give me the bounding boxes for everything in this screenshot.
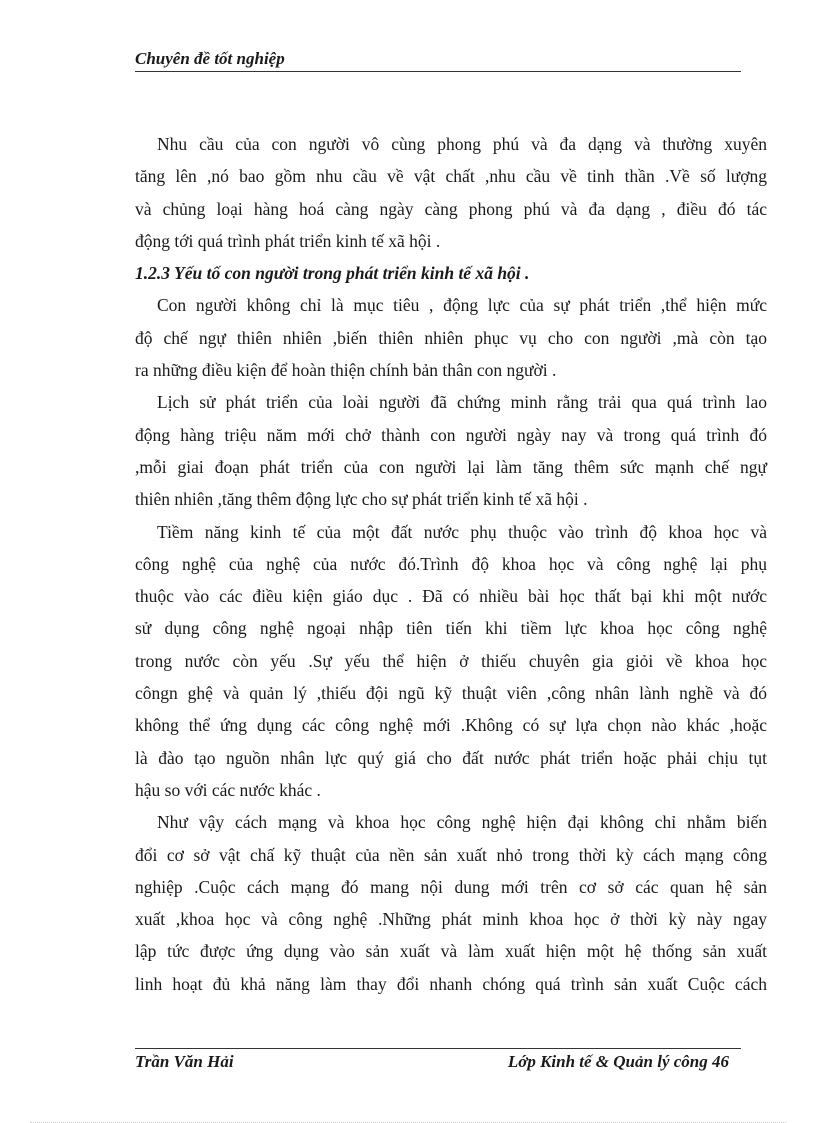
paragraph-line: Lịch sử phát triển của loài người đã chứng minh rằng trải qua quá trình lao	[157, 392, 767, 413]
paragraph-line: không thể ứng dụng các công nghệ mới .Không có sự lựa chọn nào khác ,hoặc	[135, 715, 767, 736]
paragraph-line: Tiềm năng kinh tế của một đất nước phụ thuộc vào trình độ khoa học và	[157, 521, 767, 542]
paragraph-line: lập tức được ứng dụng vào sản xuất và làm xuất hiện một hệ thống sản xuất	[135, 941, 767, 962]
author-name: Trần Văn Hải	[135, 1052, 234, 1071]
page-header	[135, 48, 741, 72]
section-heading: 1.2.3 Yếu tố con người trong phát triển kinh tế xã hội .	[135, 263, 530, 284]
paragraph-line: ,mỗi giai đoạn phát triển của con người lại làm tăng thêm sức mạnh chế ngự	[135, 456, 767, 477]
paragraph-line: công nghệ của nghệ của nước đó.Trình độ khoa học và công nghệ lại phụ	[135, 553, 767, 574]
document-body	[135, 128, 767, 1000]
paragraph-line: sử dụng công nghệ ngoại nhập tiên tiến khi tiềm lực khoa học công nghệ	[135, 618, 767, 639]
paragraph-line: đổi cơ sở vật chấ kỹ thuật của nền sản xuất nhỏ trong thời kỳ cách mạng công	[135, 844, 767, 865]
document-title: Chuyên đề tốt nghiệp	[135, 49, 285, 68]
paragraph-line: là đào tạo nguồn nhân lực quý giá cho đất nước phát triển hoặc phải chịu tụt	[135, 747, 767, 768]
paragraph-line: ra những điều kiện để hoàn thiện chính bản thân con người .	[135, 360, 557, 381]
paragraph-line: Con người không chỉ là mục tiêu , động lực của sự phát triển ,thể hiện mức	[157, 295, 767, 316]
paragraph-line: xuất ,khoa học và công nghệ .Những phát minh khoa học ở thời kỳ này ngay	[135, 909, 767, 930]
class-name: Lớp Kinh tế & Quản lý công 46	[507, 1052, 729, 1071]
paragraph-line: Như vậy cách mạng và khoa học công nghệ hiện đại không chỉ nhằm biến	[157, 812, 767, 833]
paragraph-line: tăng lên ,nó bao gồm nhu cầu về vật chất ,nhu cầu về tinh thần .Về số lượng	[135, 166, 767, 187]
paragraph-line: trong nước còn yếu .Sự yếu thể hiện ở thiếu chuyên gia giỏi về khoa học	[135, 650, 767, 671]
paragraph-line: Nhu cầu của con người vô cùng phong phú và đa dạng và thường xuyên	[157, 134, 767, 154]
paragraph-line: động hàng triệu năm mới chở thành con người ngày nay và trong quá trình đó	[135, 424, 767, 445]
paragraph-line: động tới quá trình phát triển kinh tế xã hội .	[135, 230, 441, 251]
paragraph-line: thiên nhiên ,tăng thêm động lực cho sự phát triển kinh tế xã hội .	[135, 489, 588, 510]
paragraph-line: độ chế ngự thiên nhiên ,biến thiên nhiên phục vụ cho con người ,mà còn tạo	[135, 327, 767, 348]
paragraph-line: thuộc vào các điều kiện giáo dục . Đã có nhiều bài học thất bại khi một nước	[135, 586, 767, 607]
paragraph-line: và chủng loại hàng hoá càng ngày càng phong phú và đa dạng , điều đó tác	[135, 198, 767, 219]
paragraph-line: hậu so với các nước khác .	[135, 779, 321, 800]
page-footer	[135, 1048, 741, 1073]
paragraph-line: côngn ghệ và quản lý ,thiếu đội ngũ kỹ thuật viên ,công nhân lành nghề và đó	[135, 683, 767, 704]
paragraph-line: linh hoạt đủ khả năng làm thay đổi nhanh chóng quá trình sản xuất Cuộc cách	[135, 973, 767, 994]
paragraph-line: nghiệp .Cuộc cách mạng đó mang nội dung mới trên cơ sở các quan hệ sản	[135, 876, 767, 897]
